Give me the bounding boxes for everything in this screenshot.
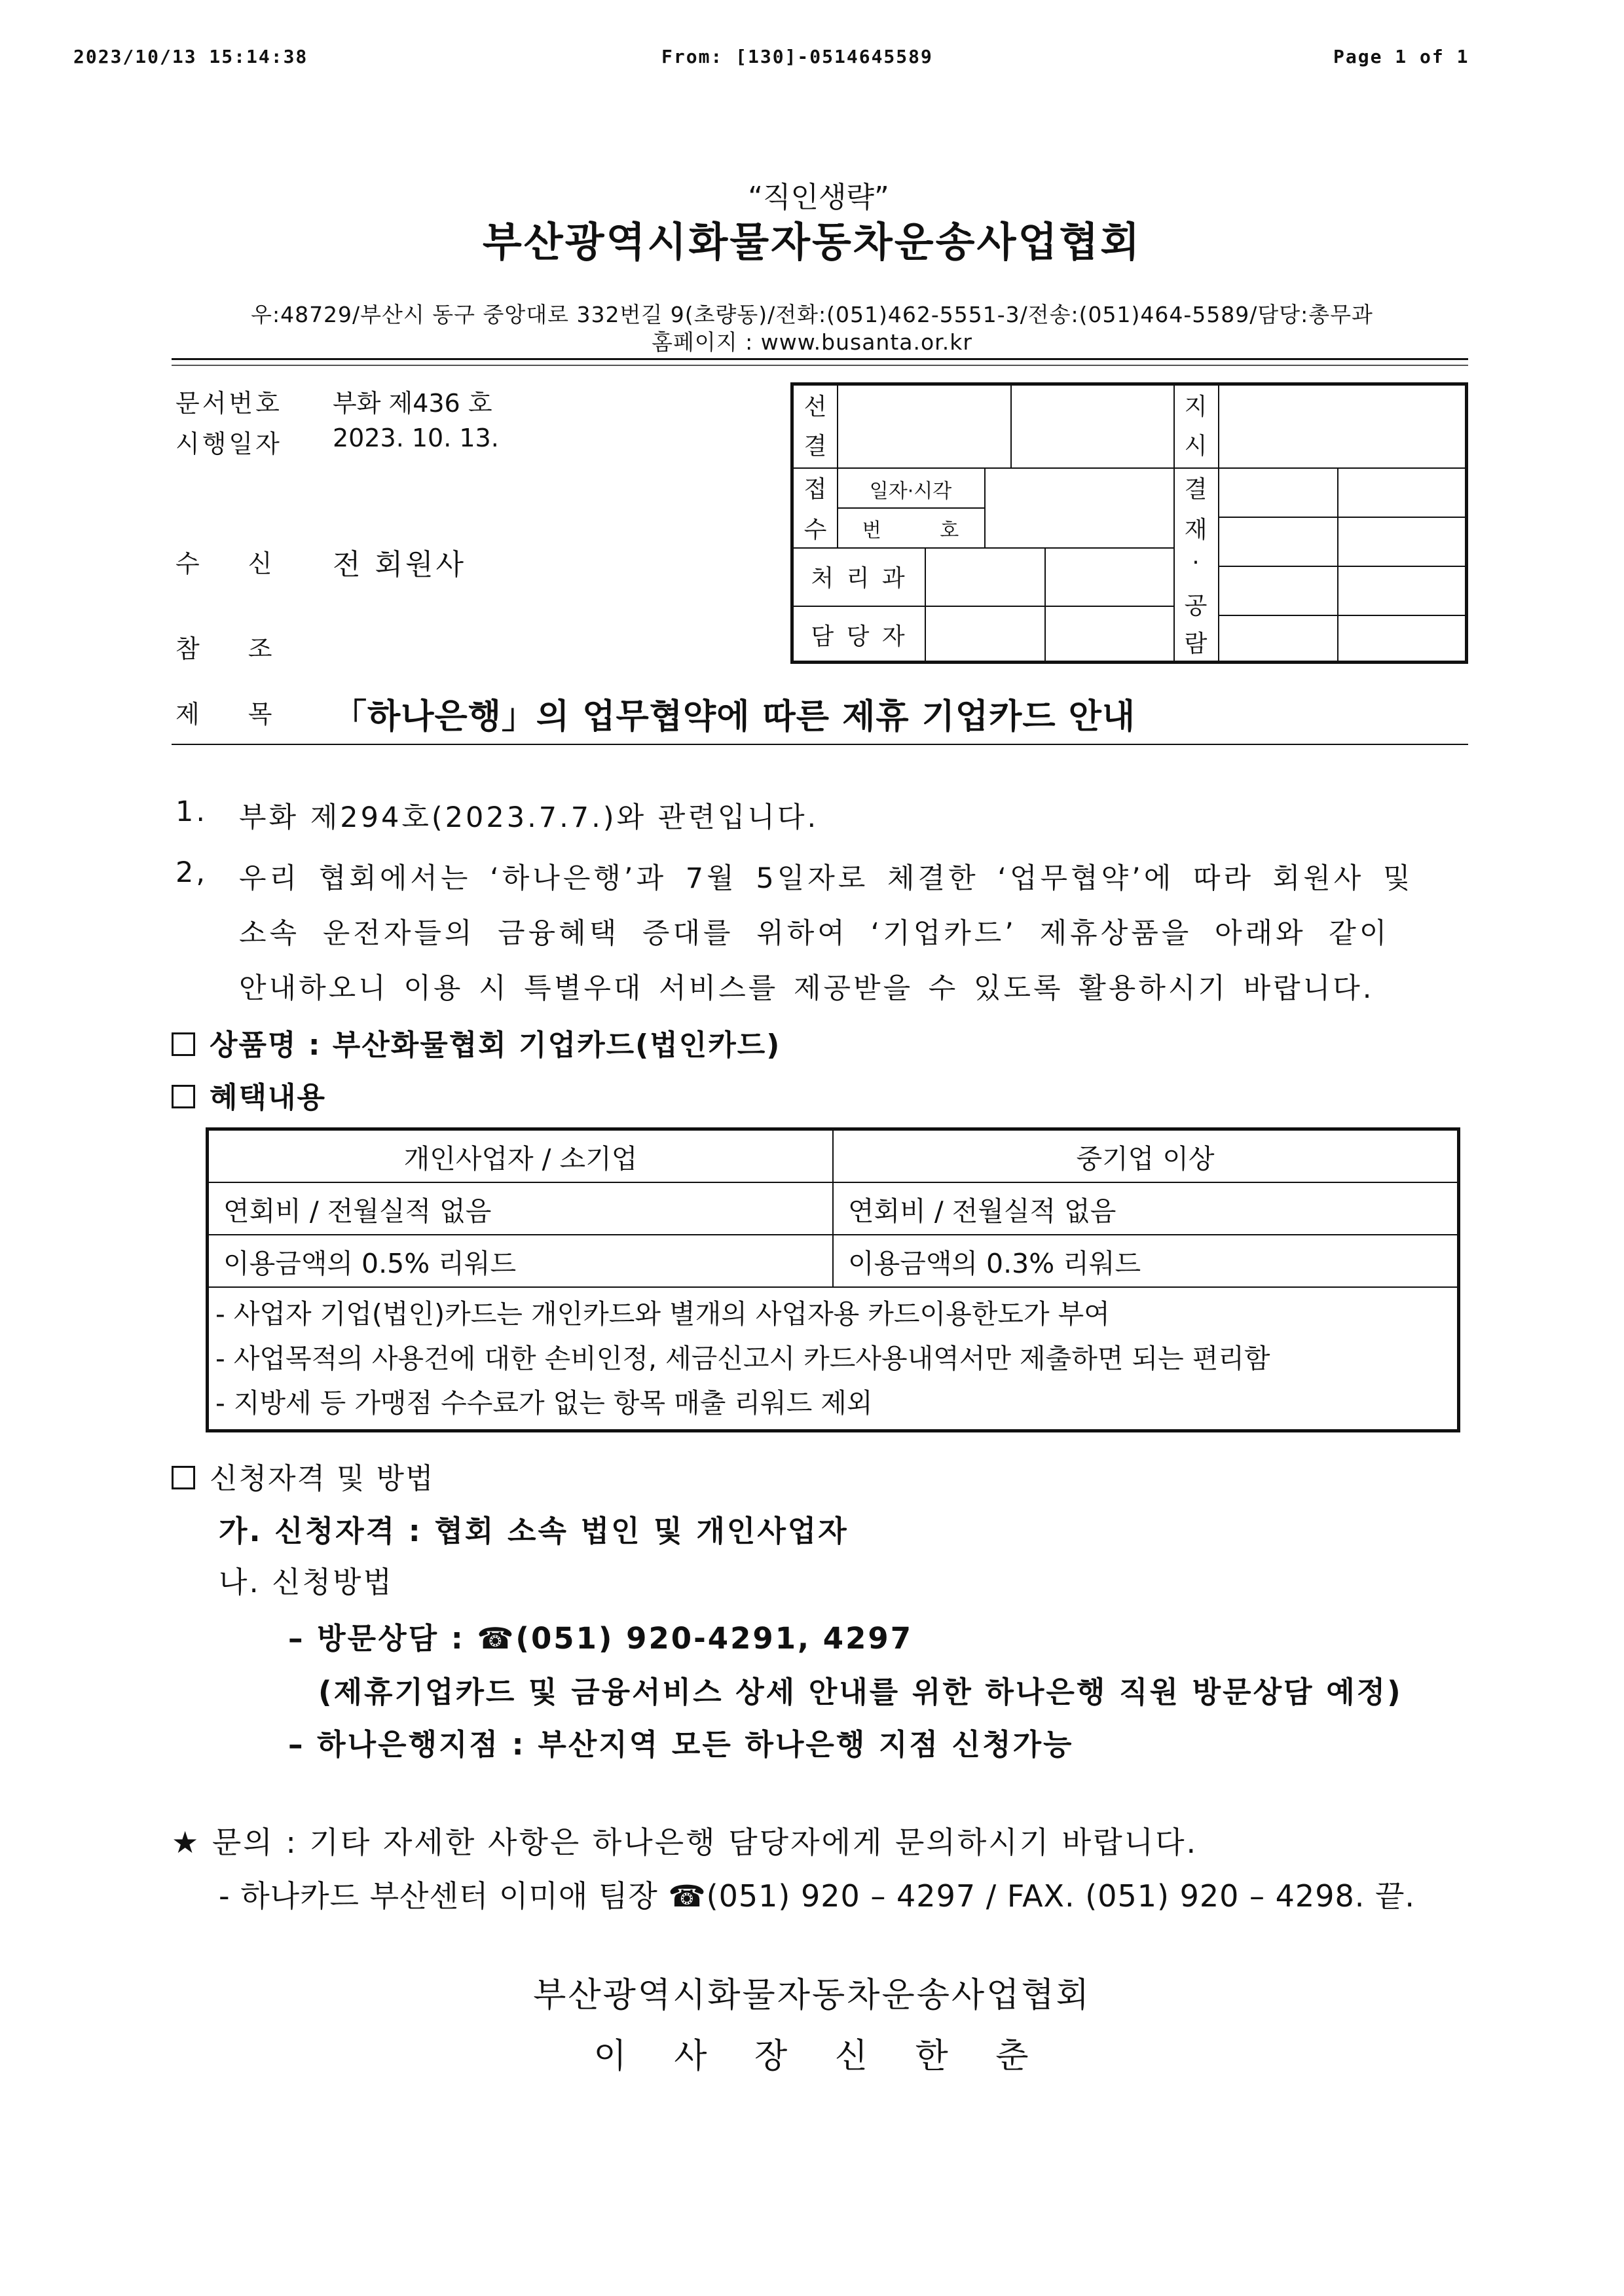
col-header-midsize: 중기업 이상 [833, 1130, 1458, 1182]
approval-ji: 지 [1184, 393, 1208, 420]
reference-label: 참 조 [175, 634, 275, 663]
header-divider-inner [172, 365, 1468, 366]
apply-method-heading: 나. 신청방법 [219, 1565, 394, 1599]
table-cell: 이용금액의 0.3% 리워드 [833, 1235, 1458, 1287]
benefits-heading: 혜택내용 [210, 1081, 327, 1114]
paragraph-1: 부화 제294호(2023.7.7.)와 관련입니다. [239, 801, 819, 834]
issue-date: 2023. 10. 13. [333, 424, 499, 452]
inquiry-line-1: ★ 문의 : 기타 자세한 사항은 하나은행 담당자에게 문의하시기 바랍니다. [172, 1825, 1198, 1860]
table-row [208, 1182, 1458, 1235]
received-number-label: 번 호 [862, 519, 959, 542]
org-homepage: 홈페이지 : www.busanta.or.kr [652, 329, 972, 355]
header-divider [172, 358, 1468, 360]
checkbox-square-icon [172, 1085, 195, 1108]
approval-gyeol2: 결 [1184, 476, 1208, 503]
received-datetime-label: 일자·시각 [869, 480, 952, 503]
benefit-note: - 지방세 등 가맹점 수수료가 없는 항목 매출 리워드 제외 [215, 1387, 873, 1419]
fax-datetime: 2023/10/13 15:14:38 [73, 46, 308, 67]
paragraph-1-number: 1. [175, 795, 208, 828]
footer-signatory: 이 사 장 신 한 춘 [593, 2037, 1031, 2076]
apply-branch: – 하나은행지점 : 부산지역 모든 하나은행 지점 신청가능 [288, 1727, 1074, 1762]
benefit-note: - 사업목적의 사용건에 대한 손비인정, 세금신고시 카드사용내역서만 제출하면 되는 편리함 [215, 1343, 1270, 1374]
fax-page: Page 1 of 1 [1333, 46, 1469, 67]
dept-label: 처 리 과 [811, 565, 908, 592]
checkbox-square-icon [172, 1466, 195, 1489]
recipient-label: 수 신 [175, 549, 275, 578]
benefits-section [172, 1074, 326, 1116]
doc-number: 부화 제436 호 [333, 389, 492, 418]
approval-seon: 선 [803, 393, 827, 420]
checkbox-square-icon [172, 1032, 195, 1056]
table-cell: 연회비 / 전월실적 없음 [208, 1182, 833, 1235]
approval-jae: 재 [1184, 517, 1208, 543]
apply-visit-note: (제휴기업카드 및 금융서비스 상세 안내를 위한 하나은행 직원 방문상담 예정) [318, 1675, 1403, 1709]
col-header-small-business: 개인사업자 / 소기업 [208, 1130, 833, 1182]
product-section [172, 1021, 781, 1063]
approval-su: 수 [803, 517, 827, 543]
product-name: 상품명 : 부산화물협회 기업카드(법인카드) [210, 1029, 781, 1062]
apply-section [172, 1455, 435, 1497]
approval-gyeol: 결 [803, 433, 827, 460]
approval-gong: 공 [1184, 592, 1208, 619]
doc-number-label: 문서번호 [175, 389, 282, 418]
approval-si: 시 [1184, 433, 1208, 460]
approval-box [790, 382, 1468, 664]
approval-jeop: 접 [803, 476, 827, 503]
paragraph-2-number: 2, [175, 856, 208, 889]
inquiry-line-2: - 하나카드 부산센터 이미애 팀장 ☎(051) 920 – 4297 / FAX. (051) 920 – 4298. 끝. [219, 1878, 1416, 1914]
apply-eligibility: 가. 신청자격 : 협회 소속 법인 및 개인사업자 [219, 1514, 849, 1548]
table-cell: 연회비 / 전월실적 없음 [833, 1182, 1458, 1235]
fax-from: From: [130]-0514645589 [661, 46, 933, 67]
benefit-note: - 사업자 기업(법인)카드는 개인카드와 별개의 사업자용 카드이용한도가 부여 [215, 1298, 1110, 1330]
paragraph-2-line-2: 소속 운전자들의 금융혜택 증대를 위하여 ‘기업카드’ 제휴상품을 아래와 같이 [239, 917, 1390, 950]
approval-ram: 람 [1184, 630, 1208, 657]
footer-org-name: 부산광역시화물자동차운송사업협회 [533, 1976, 1091, 2015]
table-cell: 이용금액의 0.5% 리워드 [208, 1235, 833, 1287]
org-title: 부산광역시화물자동차운송사업협회 [482, 218, 1142, 266]
benefit-notes [208, 1287, 1458, 1430]
apply-heading: 신청자격 및 방법 [210, 1462, 435, 1495]
apply-visit: – 방문상담 : ☎(051) 920-4291, 4297 [288, 1621, 913, 1656]
issue-date-label: 시행일자 [175, 429, 282, 458]
table-row [208, 1235, 1458, 1287]
subject-label: 제 목 [175, 700, 275, 729]
seal-omitted-note: “직인생략” [748, 181, 889, 214]
approval-dot: · [1192, 549, 1200, 576]
subject-title: 「하나은행」의 업무협약에 따른 제휴 기업카드 안내 [333, 697, 1136, 737]
org-address: 우:48729/부산시 동구 중앙대로 332번길 9(초량동)/전화:(051)462-5551-3/전송:(051)464-5589/담당:총무과 [251, 302, 1373, 327]
paragraph-2-line-1: 우리 협회에서는 ‘하나은행’과 7월 5일자로 체결한 ‘업무협약’에 따라 회원사 및 [239, 862, 1414, 895]
paragraph-2-line-3: 안내하오니 이용 시 특별우대 서비스를 제공받을 수 있도록 활용하시기 바랍니다. [239, 972, 1375, 1005]
person-label: 담 당 자 [811, 623, 908, 650]
subject-divider [172, 744, 1468, 745]
benefits-table [206, 1127, 1460, 1432]
recipient: 전 회원사 [333, 548, 467, 581]
